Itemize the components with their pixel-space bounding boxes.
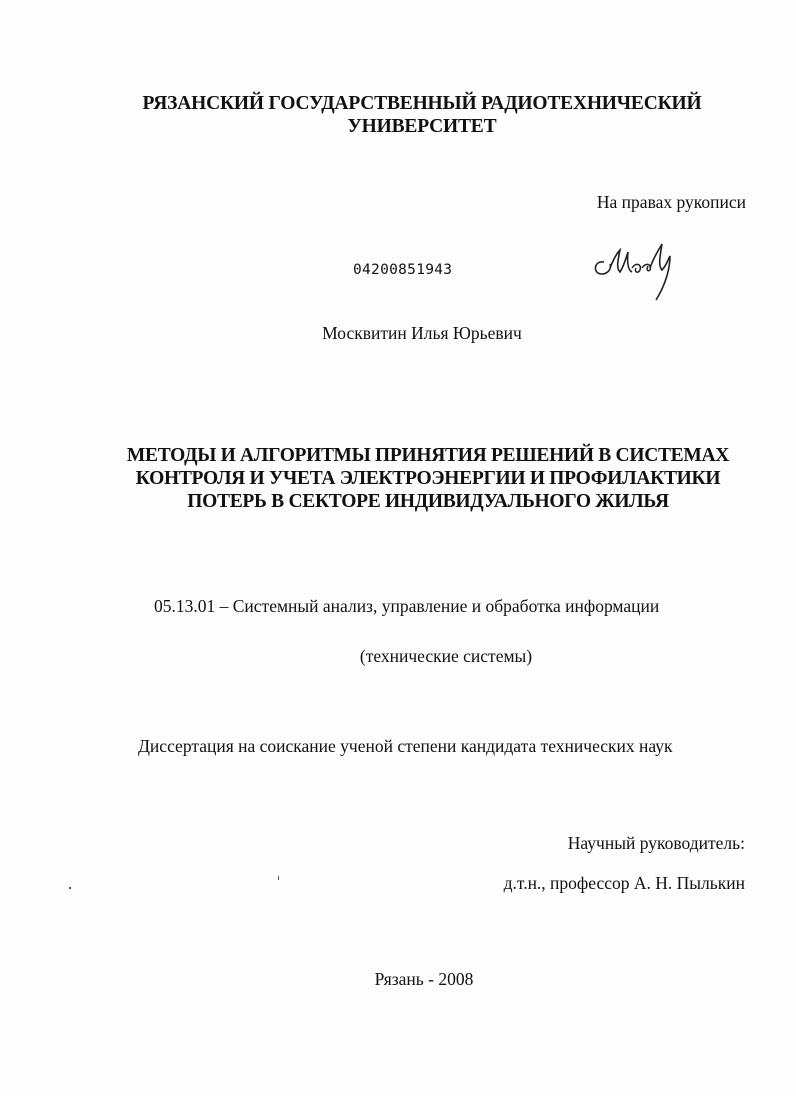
author-name: Москвитин Илья Юрьевич [322,323,522,343]
manuscript-note: На правах рукописи [596,192,746,212]
degree-statement: Диссертация на соискание ученой степени кандидата технических наук [138,736,673,756]
scan-speck [278,876,279,880]
city-year: Рязань - 2008 [374,969,474,989]
university-heading [24,92,796,138]
signature [590,238,680,306]
university-line-1: РЯЗАНСКИЙ ГОСУДАРСТВЕННЫЙ РАДИОТЕХНИЧЕСКИЙ [142,93,702,114]
supervisor-label: Научный руководитель: [567,833,745,853]
dissertation-title [30,444,796,513]
title-line-1: МЕТОДЫ И АЛГОРИТМЫ ПРИНЯТИЯ РЕШЕНИЙ В СИСТЕМАХ [126,445,730,466]
registration-code: 04200851943 [353,262,453,278]
supervisor-name: д.т.н., профессор А. Н. Пылькин [503,873,745,893]
scan-speck [69,887,71,889]
specialty-subtitle: (технические системы) [359,646,533,666]
title-line-3: ПОТЕРЬ В СЕКТОРЕ ИНДИВИДУАЛЬНОГО ЖИЛЬЯ [187,491,669,512]
title-line-2: КОНТРОЛЯ И УЧЕТА ЭЛЕКТРОЭНЕРГИИ И ПРОФИЛАКТИКИ [135,468,721,489]
specialty-code: 05.13.01 – Системный анализ, управление и обработка информации [154,596,660,616]
university-line-2: УНИВЕРСИТЕТ [347,116,497,137]
